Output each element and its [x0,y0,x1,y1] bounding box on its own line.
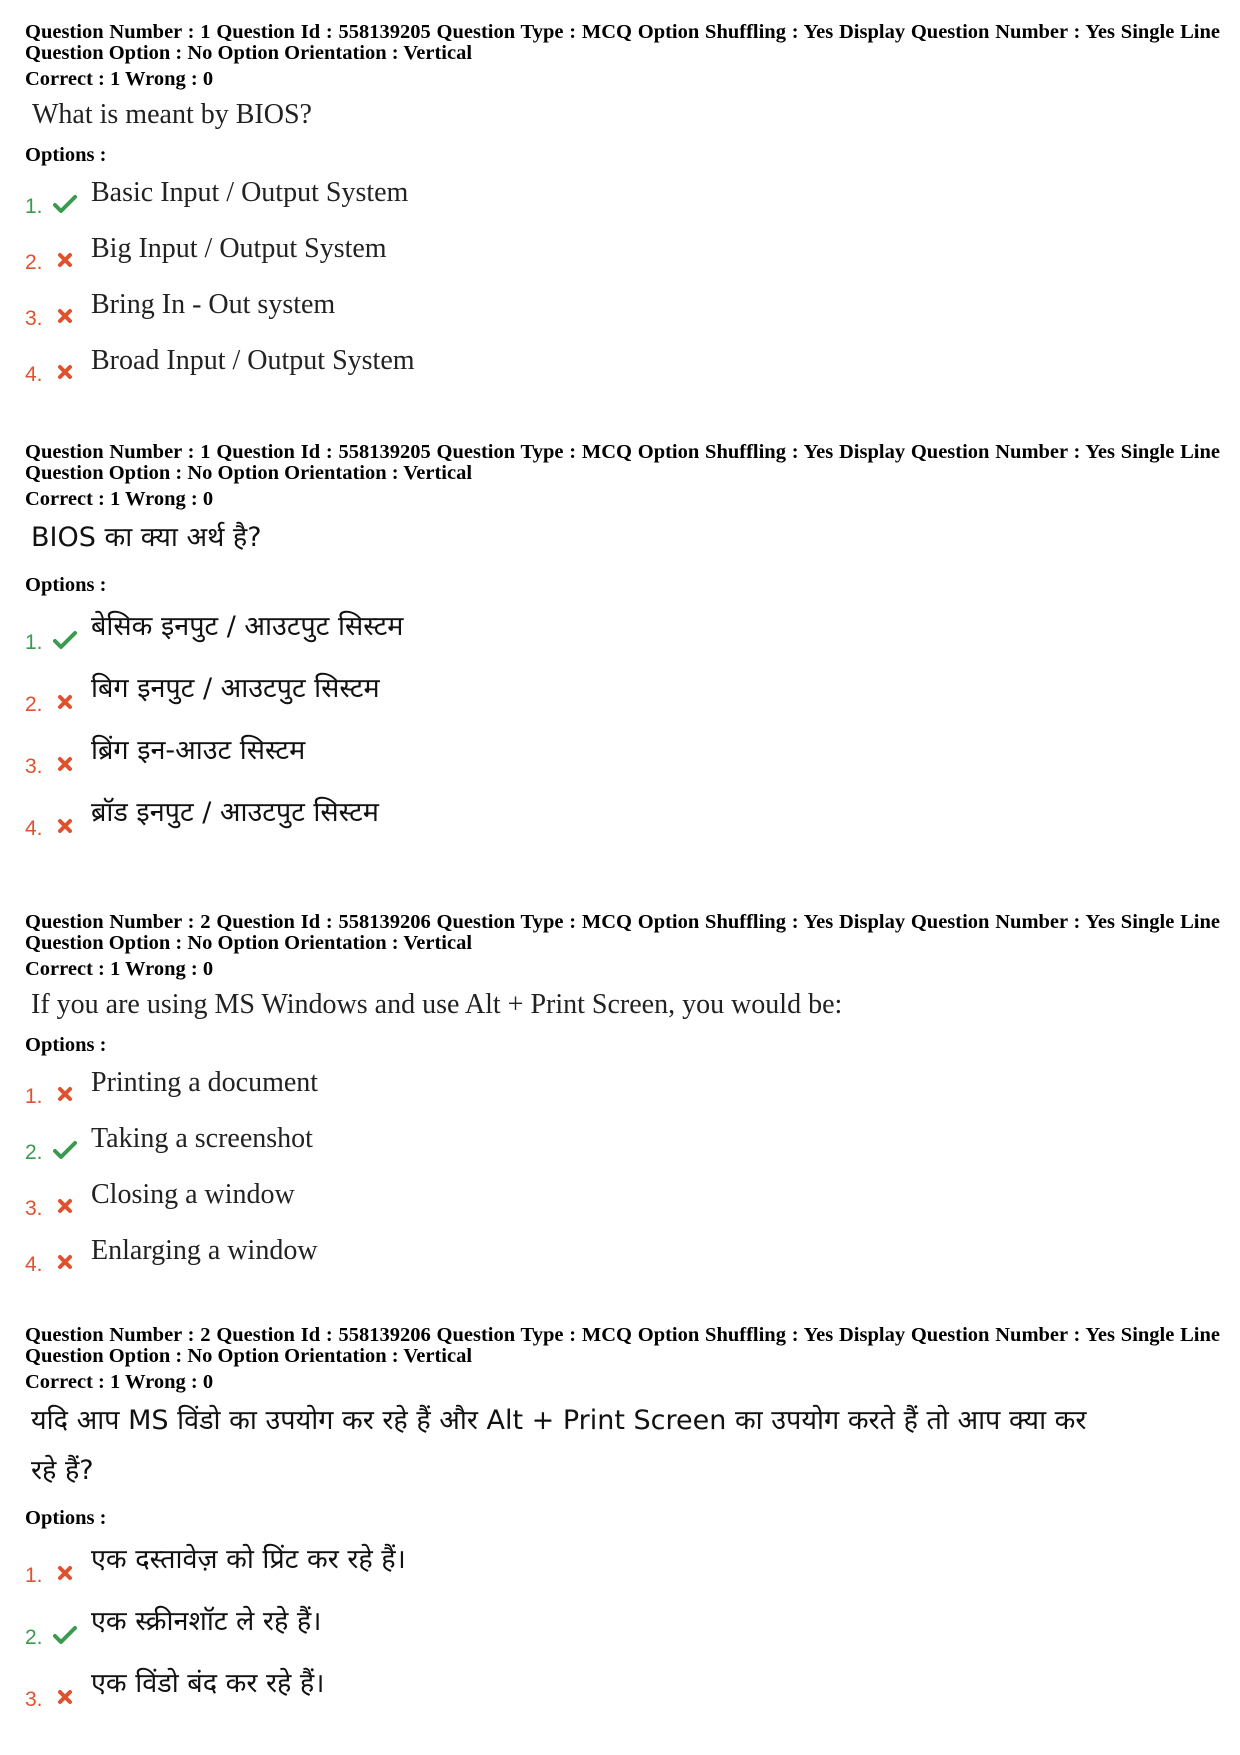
option-number: 4. [25,817,43,840]
cross-icon [53,753,77,775]
options-label: Options : [25,1507,107,1529]
option-item [25,783,1220,845]
cross-icon [53,1686,77,1708]
option-number: 1. [25,631,43,654]
option-item [25,223,1220,279]
option-item [25,167,1220,223]
cross-icon [53,1083,77,1105]
question-block-1-hi [25,442,1220,845]
cross-icon [53,691,77,713]
option-number: 2. [25,251,43,274]
question-text: If you are using MS Windows and use Alt + Print Screen, you would be: [31,989,843,1020]
question-score: Correct : 1 Wrong : 0 [25,68,214,90]
option-item [25,659,1220,721]
option-number: 1. [25,195,43,218]
cross-icon [53,1195,77,1217]
cross-icon [53,305,77,327]
option-number: 1. [25,1085,43,1108]
option-item [25,1530,1220,1592]
question-block-1-en [25,22,1220,391]
option-text: ब्रिंग इन-आउट सिस्टम [91,735,306,766]
option-text: Broad Input / Output System [91,345,415,376]
option-number: 3. [25,307,43,330]
question-score: Correct : 1 Wrong : 0 [25,488,214,510]
option-text: एक स्क्रीनशॉट ले रहे हैं। [91,1606,322,1637]
option-item [25,335,1220,391]
option-text: Printing a document [91,1067,319,1098]
question-meta: Question Number : 2 Question Id : 558139206 Question Type : MCQ Option Shuffling : Yes Display Question Number : Yes Single Line Question Option : No Option Orientation : Vertical [25,911,1220,954]
option-number: 1. [25,1564,43,1587]
check-icon [53,1624,77,1646]
option-text: बेसिक इनपुट / आउटपुट सिस्टम [91,611,404,642]
option-text: बिग इनपुट / आउटपुट सिस्टम [91,673,380,704]
option-number: 3. [25,1688,43,1711]
question-block-2-en [25,912,1220,1281]
option-number: 4. [25,363,43,386]
option-text: Big Input / Output System [91,233,387,264]
question-text: What is meant by BIOS? [32,99,312,130]
check-icon [53,629,77,651]
option-number: 4. [25,1253,43,1276]
option-item [25,597,1220,659]
option-text: Basic Input / Output System [91,177,409,208]
option-item [25,1169,1220,1225]
cross-icon [53,815,77,837]
options-label: Options : [25,574,107,596]
question-score: Correct : 1 Wrong : 0 [25,958,214,980]
option-item [25,1225,1220,1281]
cross-icon [53,1251,77,1273]
option-text: Enlarging a window [91,1235,318,1266]
option-text: Taking a screenshot [91,1123,313,1154]
options-label: Options : [25,1034,107,1056]
question-text: यदि आप MS विंडो का उपयोग कर रहे हैं और Alt + Print Screen का उपयोग करते हैं तो आप क्या कर रहे हैं? [31,1405,1087,1486]
question-meta: Question Number : 2 Question Id : 558139206 Question Type : MCQ Option Shuffling : Yes Display Question Number : Yes Single Line Question Option : No Option Orientation : Vertical [25,1324,1220,1367]
option-text: Closing a window [91,1179,295,1210]
option-text: एक दस्तावेज़ को प्रिंट कर रहे हैं। [91,1544,406,1575]
option-item [25,1113,1220,1169]
option-text: ब्रॉड इनपुट / आउटपुट सिस्टम [91,797,379,828]
option-number: 2. [25,1141,43,1164]
option-item [25,1654,1220,1716]
check-icon [53,1139,77,1161]
check-icon [53,193,77,215]
question-score: Correct : 1 Wrong : 0 [25,1371,214,1393]
question-meta: Question Number : 1 Question Id : 558139205 Question Type : MCQ Option Shuffling : Yes Display Question Number : Yes Single Line Question Option : No Option Orientation : Vertical [25,21,1220,64]
options-label: Options : [25,144,107,166]
option-item [25,721,1220,783]
option-number: 3. [25,755,43,778]
cross-icon [53,249,77,271]
question-block-2-hi [25,1325,1220,1716]
option-item [25,1592,1220,1654]
option-number: 3. [25,1197,43,1220]
option-number: 2. [25,693,43,716]
cross-icon [53,1562,77,1584]
option-item [25,279,1220,335]
question-meta: Question Number : 1 Question Id : 558139205 Question Type : MCQ Option Shuffling : Yes Display Question Number : Yes Single Line Question Option : No Option Orientation : Vertical [25,441,1220,484]
question-text: BIOS का क्या अर्थ है? [31,522,262,553]
option-text: Bring In - Out system [91,289,336,320]
option-item [25,1057,1220,1113]
cross-icon [53,361,77,383]
option-number: 2. [25,1626,43,1649]
option-text: एक विंडो बंद कर रहे हैं। [91,1668,325,1699]
